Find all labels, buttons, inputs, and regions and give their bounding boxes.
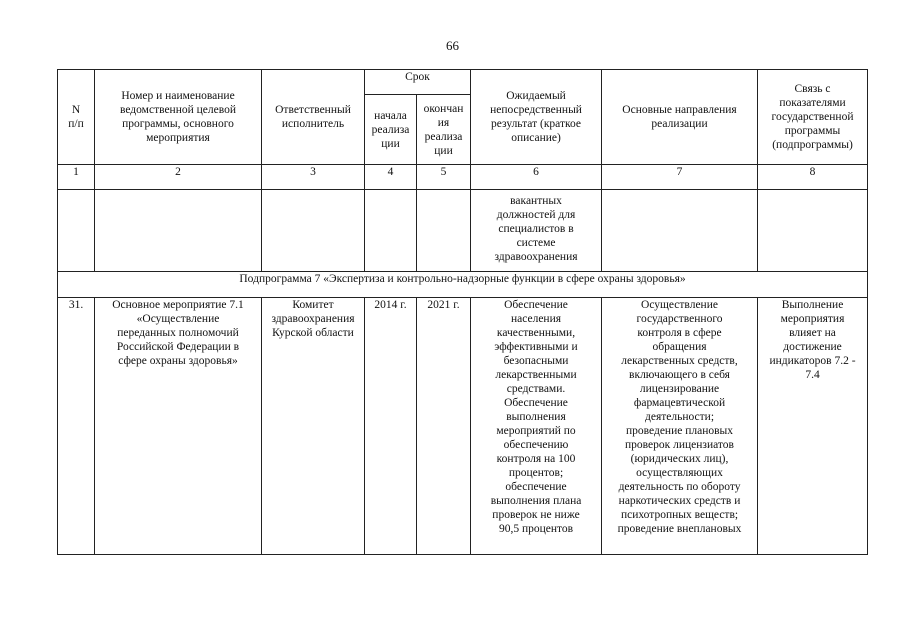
- row-directions: Осуществление государственного контроля в сфере обращения лекарственных средств, включающего в себя лицензирование фармацевтической деятельности; проведение плановых проверок лицензиатов (юридических лиц), осуществляющих деятельность по обороту наркотических средств и психотропных веществ; проведение внеплановых: [602, 298, 758, 555]
- column-number: 6: [471, 165, 602, 190]
- empty-cell: [58, 190, 95, 272]
- header-end: окончан ия реализа ции: [417, 95, 471, 165]
- row-link: Выполнение мероприятия влияет на достижение индикаторов 7.2 - 7.4: [758, 298, 868, 555]
- empty-cell: [262, 190, 365, 272]
- empty-cell: [417, 190, 471, 272]
- table-row: [58, 298, 868, 555]
- column-number: 4: [365, 165, 417, 190]
- row-number: 31.: [58, 298, 95, 555]
- empty-cell: [95, 190, 262, 272]
- subprogram-title: Подпрограмма 7 «Экспертиза и контрольно-надзорные функции в сфере охраны здоровья»: [58, 272, 868, 298]
- empty-cell: [365, 190, 417, 272]
- header-term: Срок: [365, 70, 471, 95]
- header-link: Связь с показателями государственной программы (подпрограммы): [758, 70, 868, 165]
- header-result: Ожидаемый непосредственный результат (краткое описание): [471, 70, 602, 165]
- header-responsible: Ответственный исполнитель: [262, 70, 365, 165]
- column-number: 5: [417, 165, 471, 190]
- header-program: Номер и наименование ведомственной целевой программы, основного мероприятия: [95, 70, 262, 165]
- column-number: 3: [262, 165, 365, 190]
- column-number: 1: [58, 165, 95, 190]
- row-result: Обеспечение населения качественными, эффективными и безопасными лекарственными средствами. Обеспечение выполнения мероприятий по обеспечению контроля на 100 процентов; обеспечение выполнения плана проверок не ниже 90,5 процентов: [471, 298, 602, 555]
- header-directions: Основные направления реализации: [602, 70, 758, 165]
- program-table: [57, 69, 868, 555]
- column-number: 2: [95, 165, 262, 190]
- empty-cell: [602, 190, 758, 272]
- column-number: 8: [758, 165, 868, 190]
- column-numbers-row: [58, 165, 868, 190]
- header-row-1: [58, 70, 868, 95]
- row-responsible: Комитет здравоохранения Курской области: [262, 298, 365, 555]
- page-number: 66: [446, 38, 459, 53]
- row-program: Основное мероприятие 7.1 «Осуществление переданных полномочий Российской Федерации в сфере охраны здоровья»: [95, 298, 262, 555]
- continuation-result: вакантных должностей для специалистов в системе здравоохранения: [471, 190, 602, 272]
- row-start: 2014 г.: [365, 298, 417, 555]
- header-num: N п/п: [58, 70, 95, 165]
- empty-cell: [758, 190, 868, 272]
- row-end: 2021 г.: [417, 298, 471, 555]
- subprogram-row: [58, 272, 868, 298]
- continuation-row: [58, 190, 868, 272]
- column-number: 7: [602, 165, 758, 190]
- header-start: начала реализа ции: [365, 95, 417, 165]
